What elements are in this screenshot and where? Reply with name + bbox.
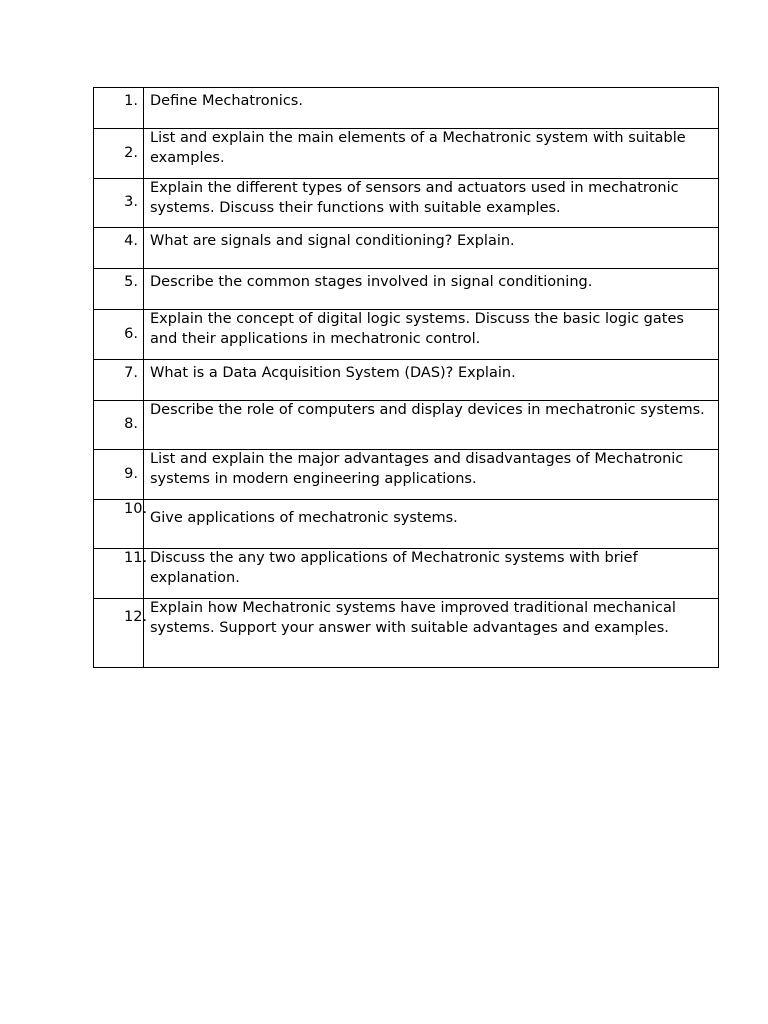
question-text: Explain how Mechatronic systems have improved traditional mechanical systems. Support your answer with suitable advantages and examples. <box>144 599 719 668</box>
question-number-cell <box>94 549 148 599</box>
table-row <box>94 401 719 450</box>
question-number: 4. <box>124 233 138 249</box>
question-number-cell <box>94 129 144 179</box>
table-row <box>94 269 719 310</box>
question-text: Define Mechatronics. <box>144 88 719 129</box>
question-text: Describe the common stages involved in signal conditioning. <box>144 269 719 310</box>
question-number-cell <box>94 269 144 310</box>
question-number-cell <box>94 401 144 450</box>
question-text: List and explain the main elements of a Mechatronic system with suitable examples. <box>144 129 719 179</box>
question-number: 8. <box>124 416 138 433</box>
table-row <box>94 450 719 500</box>
question-number: 12. <box>124 609 148 625</box>
question-number-cell <box>94 450 144 500</box>
question-text: List and explain the major advantages and disadvantages of Mechatronic systems in modern engineering applications. <box>144 450 719 500</box>
question-table <box>93 87 719 668</box>
question-text: What is a Data Acquisition System (DAS)? Explain. <box>144 360 719 401</box>
question-number: 10. <box>124 501 148 517</box>
question-text: Discuss the any two applications of Mechatronic systems with brief explanation. <box>144 549 719 599</box>
table-row <box>94 129 719 179</box>
table-row <box>94 88 719 129</box>
table-row <box>94 179 719 228</box>
question-text: What are signals and signal conditioning? Explain. <box>144 228 719 269</box>
question-number-cell <box>94 88 144 129</box>
question-number: 6. <box>124 325 138 342</box>
question-number-cell <box>94 179 144 228</box>
question-number-cell <box>94 360 144 401</box>
table-row <box>94 599 719 668</box>
question-number-cell <box>94 599 148 668</box>
question-text: Explain the different types of sensors and actuators used in mechatronic systems. Discuss their functions with suitable examples. <box>144 179 719 228</box>
table-row <box>94 228 719 269</box>
question-text: Describe the role of computers and display devices in mechatronic systems. <box>144 401 719 450</box>
question-number: 1. <box>124 93 138 109</box>
table-row <box>94 310 719 360</box>
question-number-cell <box>94 500 148 549</box>
question-number-cell <box>94 310 144 360</box>
table-row <box>94 549 719 599</box>
table-row <box>94 500 719 549</box>
question-number: 5. <box>124 274 138 290</box>
question-number: 11. <box>124 550 148 566</box>
question-number-cell <box>94 228 144 269</box>
question-number: 7. <box>124 365 138 381</box>
table-row <box>94 360 719 401</box>
question-number: 2. <box>124 144 138 161</box>
question-text: Explain the concept of digital logic systems. Discuss the basic logic gates and their applications in mechatronic control. <box>144 310 719 360</box>
question-number: 3. <box>124 194 138 211</box>
question-number: 9. <box>124 465 138 482</box>
question-text: Give applications of mechatronic systems. <box>144 500 719 549</box>
